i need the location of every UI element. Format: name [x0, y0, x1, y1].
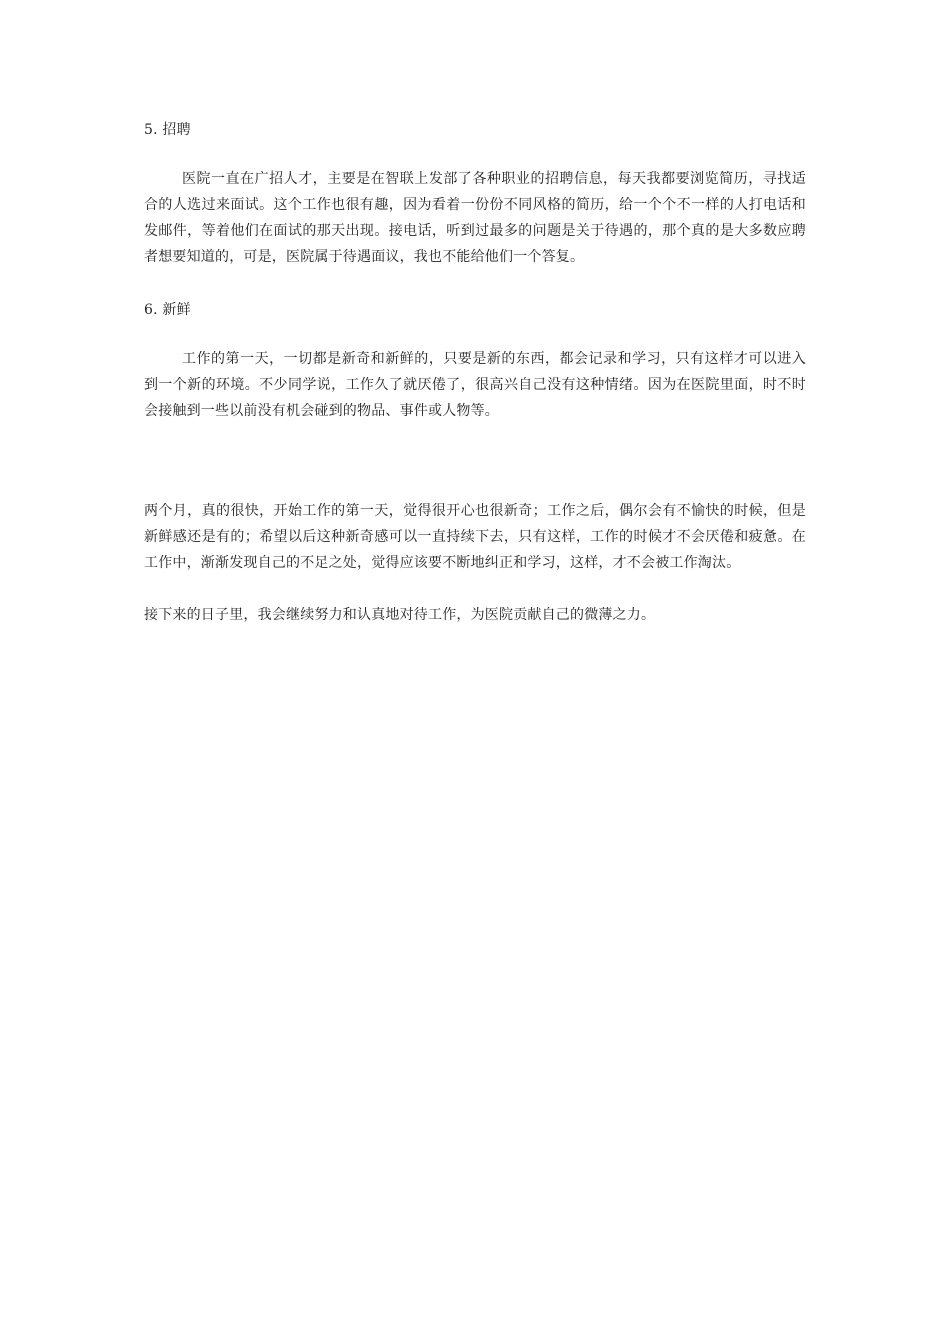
- paragraph: 接下来的日子里，我会继续努力和认真地对待工作，为医院贡献自己的微薄之力。: [144, 607, 656, 623]
- paragraph: 两个月，真的很快，开始工作的第一天，觉得很开心也很新奇；工作之后，偶尔会有不愉快的时候，但是新鲜感还是有的；希望以后这种新奇感可以一直持续下去，只有这样，工作的时候才不会厌倦和疲惫。在工作中，渐渐发现自己的不足之处，觉得应该要不断地纠正和学习，这样，才不会被工作淘汰。: [144, 503, 806, 571]
- conclusion-paragraph-1: [144, 498, 806, 576]
- section-body-freshness: [144, 346, 806, 424]
- paragraph: 医院一直在广招人才，主要是在智联上发部了各种职业的招聘信息，每天我都要浏览简历，寻找适合的人选过来面试。这个工作也很有趣，因为看着一份份不同风格的简历，给一个个不一样的人打电话和发邮件，等着他们在面试的那天出现。接电话，听到过最多的问题是关于待遇的，那个真的是大多数应聘者想要知道的，可是，医院属于待遇面议，我也不能给他们一个答复。: [144, 171, 806, 265]
- section-body-recruitment: [144, 166, 806, 270]
- paragraph: 工作的第一天，一切都是新奇和新鲜的，只要是新的东西，都会记录和学习，只有这样才可以进入到一个新的环境。不少同学说，工作久了就厌倦了，很高兴自己没有这种情绪。因为在医院里面，时不时会接触到一些以前没有机会碰到的物品、事件或人物等。: [144, 351, 806, 419]
- section-heading-text: 6. 新鲜: [144, 302, 191, 318]
- section-heading-freshness: [144, 300, 806, 320]
- section-heading-recruitment: [144, 120, 806, 140]
- conclusion-paragraph-2: [144, 602, 806, 628]
- section-heading-text: 5. 招聘: [144, 122, 191, 138]
